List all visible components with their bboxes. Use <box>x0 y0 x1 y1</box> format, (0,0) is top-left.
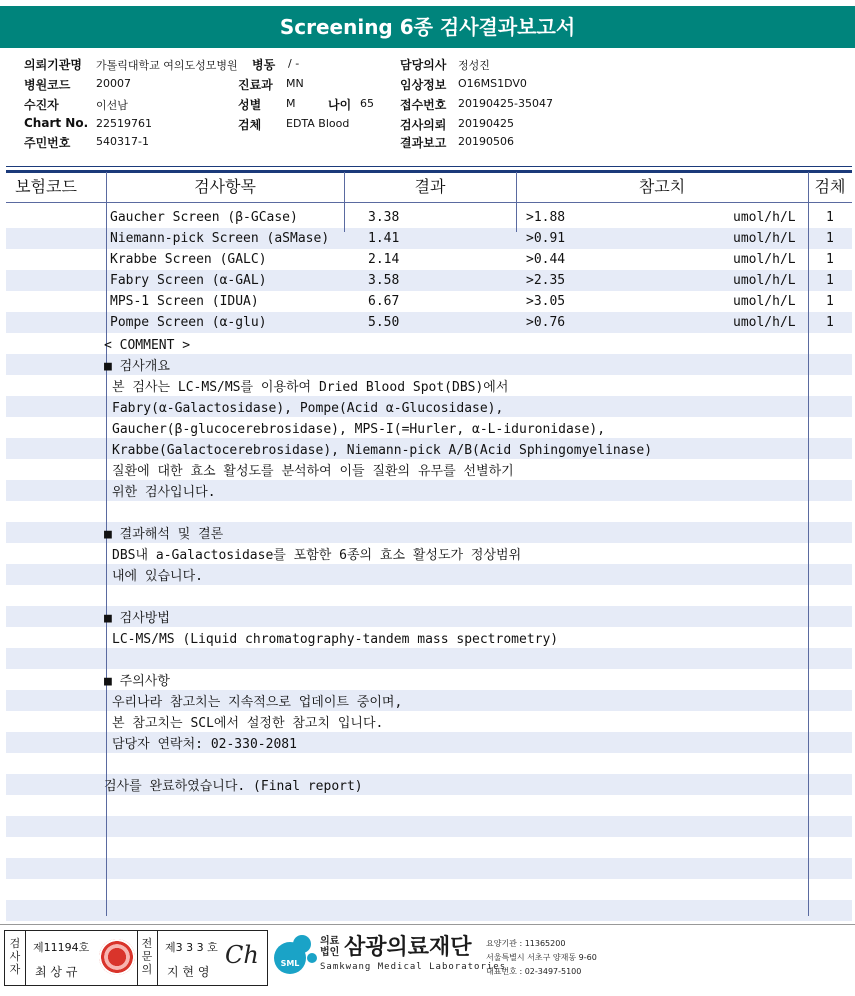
specialist-name: 지 현 영 <box>167 965 210 979</box>
reference-unit: umol/h/L <box>733 273 796 288</box>
handwritten-signature: Ch <box>225 941 259 969</box>
interpretation-line: DBS내 a-Galactosidase를 포함한 6종의 효소 활성도가 정상범위 <box>112 548 522 563</box>
result-value: 3.38 <box>368 210 400 225</box>
interpretation-line: 내에 있습니다. <box>112 569 204 584</box>
request-value: 20190425 <box>458 117 514 130</box>
report-label: 결과보고 <box>400 136 447 150</box>
test-item: MPS-1 Screen (IDUA) <box>110 294 259 309</box>
report-value: 20190506 <box>458 135 514 148</box>
results-table <box>6 172 852 916</box>
overview-line: 본 검사는 LC-MS/MS를 이용하여 Dried Blood Spot(DBS)에서 <box>112 380 509 395</box>
reference-range: >3.05 <box>526 294 566 309</box>
overview-line: 질환에 대한 효소 활성도를 분석하여 이들 질환의 유무를 선별하기 <box>112 464 514 479</box>
overview-line: Fabry(α-Galactosidase), Pompe(Acid α-Glucosidase), <box>112 401 504 416</box>
reference-range: >0.91 <box>526 231 566 246</box>
method-line: LC-MS/MS (Liquid chromatography-tandem mass spectrometry) <box>112 632 559 647</box>
header-specimen: 검체 <box>814 177 846 196</box>
test-item: Pompe Screen (α-glu) <box>110 315 267 330</box>
specimen-value: EDTA Blood <box>286 117 350 130</box>
brand-phone: 대표번호 : 02-3497-5100 <box>486 967 582 976</box>
caution-line: 우리나라 참고치는 지속적으로 업데이트 중이며, <box>112 695 403 710</box>
caution-line: 담당자 연락처: 02-330-2081 <box>112 737 297 752</box>
overview-line: Gaucher(β-glucocerebrosidase), MPS-I(=Hurler, α-L-iduronidase), <box>112 422 606 437</box>
brand-address: 서울특별시 서초구 양재동 9-60 <box>486 953 597 962</box>
test-item: Krabbe Screen (GALC) <box>110 252 267 267</box>
report-title: Screening 6종 검사결과보고서 <box>0 6 855 48</box>
header-result: 결과 <box>414 177 446 196</box>
institution-value: 가톨릭대학교 여의도성모병원 <box>96 59 238 72</box>
age-label: 나이 <box>328 98 352 112</box>
specimen-count: 1 <box>826 294 834 309</box>
brand-prefix-line: 의료 <box>320 936 340 947</box>
reference-range: >0.76 <box>526 315 566 330</box>
result-value: 6.67 <box>368 294 400 309</box>
patient-value: 이선남 <box>96 99 128 112</box>
section-title-method: ■ 검사방법 <box>104 611 170 626</box>
brand-prefix-line: 법인 <box>320 947 340 958</box>
institution-label: 의뢰기관명 <box>24 58 82 72</box>
examiner-license: 제11194호 <box>33 941 90 954</box>
section-title-interpretation: ■ 결과해석 및 결론 <box>104 527 224 542</box>
patient-label: 수진자 <box>24 98 59 112</box>
patient-info <box>0 0 855 160</box>
doctor-label: 담당의사 <box>400 58 447 72</box>
clinical-label: 임상정보 <box>400 78 447 92</box>
rrn-label: 주민번호 <box>24 136 71 150</box>
header-underline <box>6 202 852 203</box>
receipt-label: 접수번호 <box>400 98 447 112</box>
ward-label: 병동 <box>252 58 276 72</box>
brand-institution-code: 요양기관 : 11365200 <box>486 939 566 948</box>
footer-divider <box>0 924 855 925</box>
result-value: 3.58 <box>368 273 400 288</box>
row-stripe <box>6 648 852 669</box>
table-row <box>6 270 852 291</box>
cell-divider <box>157 931 158 985</box>
dept-label: 진료과 <box>238 78 273 92</box>
specimen-count: 1 <box>826 315 834 330</box>
table-row <box>6 228 852 249</box>
test-item: Fabry Screen (α-GAL) <box>110 273 267 288</box>
brand-english-name: Samkwang Medical Laboratories <box>320 962 507 972</box>
ward-value: / - <box>288 57 300 70</box>
test-item: Gaucher Screen (β-GCase) <box>110 210 298 225</box>
header-test-item: 검사항목 <box>194 177 256 196</box>
divider <box>6 166 852 167</box>
request-label: 검사의뢰 <box>400 118 447 132</box>
examiner-name: 최 상 규 <box>35 965 78 979</box>
specimen-label: 검체 <box>238 118 262 132</box>
reference-range: >0.44 <box>526 252 566 267</box>
specimen-count: 1 <box>826 273 834 288</box>
chart-label: Chart No. <box>24 116 89 130</box>
brand-name: 삼광의료재단 <box>344 935 472 960</box>
specimen-count: 1 <box>826 231 834 246</box>
sex-value: M <box>286 97 296 110</box>
sml-logo-icon <box>272 932 318 976</box>
hospital-code-label: 병원코드 <box>24 78 71 92</box>
header-insurance-code: 보험코드 <box>15 177 77 196</box>
examiner-label: 검사자 <box>9 937 21 976</box>
table-row <box>6 291 852 312</box>
reference-range: >1.88 <box>526 210 566 225</box>
section-title-caution: ■ 주의사항 <box>104 674 170 689</box>
chart-value: 22519761 <box>96 117 152 130</box>
table-row <box>6 207 852 228</box>
official-seal <box>99 939 135 975</box>
specialist-label: 전문의 <box>141 937 153 976</box>
age-value: 65 <box>360 97 374 110</box>
result-value: 5.50 <box>368 315 400 330</box>
reference-unit: umol/h/L <box>733 315 796 330</box>
section-title-overview: ■ 검사개요 <box>104 359 170 374</box>
final-report-note: 검사를 완료하였습니다. (Final report) <box>104 779 363 794</box>
specialist-license: 제3 3 3 호 <box>165 941 218 954</box>
test-item: Niemann-pick Screen (aSMase) <box>110 231 330 246</box>
reference-unit: umol/h/L <box>733 252 796 267</box>
logo-text: SML <box>280 959 300 968</box>
overview-line: Krabbe(Galactocerebrosidase), Niemann-pick A/B(Acid Sphingomyelinase) <box>112 443 653 458</box>
dept-value: MN <box>286 77 304 90</box>
row-stripe <box>6 858 852 879</box>
reference-unit: umol/h/L <box>733 294 796 309</box>
reference-range: >2.35 <box>526 273 566 288</box>
specimen-count: 1 <box>826 252 834 267</box>
result-value: 1.41 <box>368 231 400 246</box>
table-row <box>6 312 852 333</box>
row-stripe <box>6 900 852 921</box>
reference-unit: umol/h/L <box>733 210 796 225</box>
hospital-code-value: 20007 <box>96 77 131 90</box>
table-row <box>6 249 852 270</box>
comment-header: < COMMENT > <box>104 338 191 353</box>
row-stripe <box>6 816 852 837</box>
caution-line: 본 참고치는 SCL에서 설정한 참고치 입니다. <box>112 716 384 731</box>
rrn-value: 540317-1 <box>96 135 149 148</box>
reference-unit: umol/h/L <box>733 231 796 246</box>
result-value: 2.14 <box>368 252 400 267</box>
clinical-value: O16MS1DV0 <box>458 77 527 90</box>
specimen-count: 1 <box>826 210 834 225</box>
signature-box <box>4 930 268 986</box>
cell-divider <box>25 931 26 985</box>
sex-label: 성별 <box>238 98 262 112</box>
brand-prefix <box>320 936 339 958</box>
header-reference: 참고치 <box>638 177 686 196</box>
overview-line: 위한 검사입니다. <box>112 485 216 500</box>
doctor-value: 정성진 <box>458 59 490 72</box>
receipt-value: 20190425-35047 <box>458 97 553 110</box>
